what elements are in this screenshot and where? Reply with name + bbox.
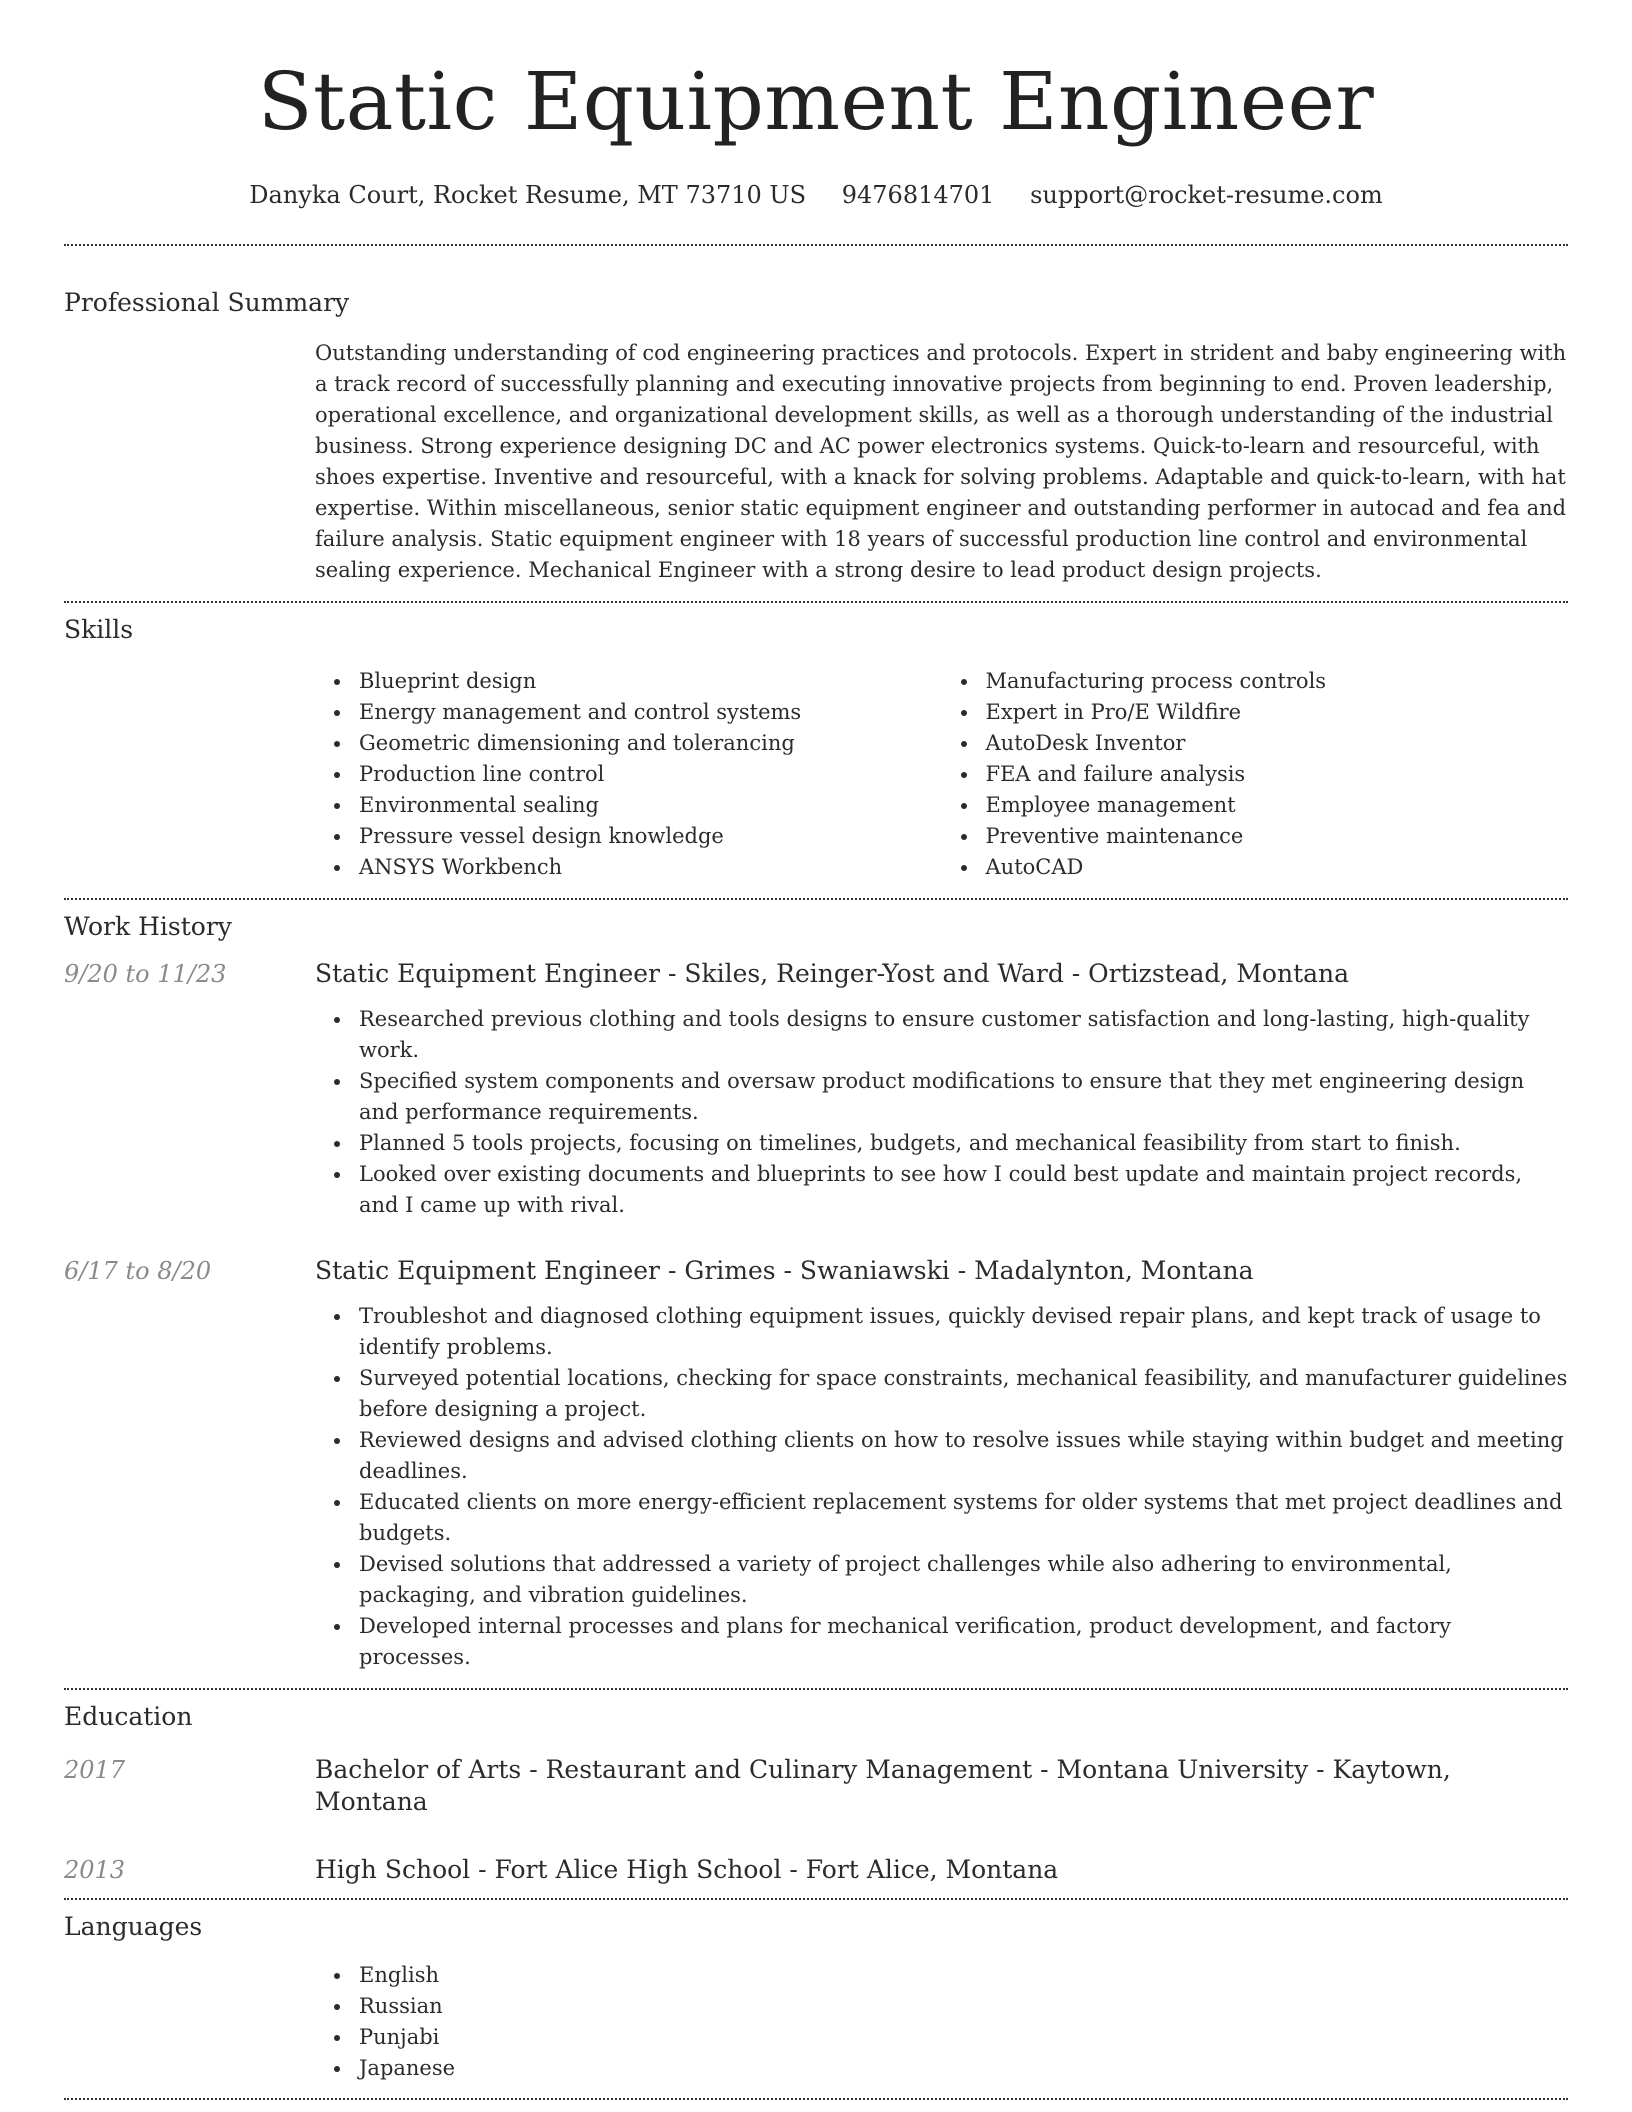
job-bullet: Surveyed potential locations, checking for space constraints, mechanical feasibility, and manufacturer guidelines before designing a project. <box>359 1363 1568 1425</box>
summary-body <box>315 338 1568 586</box>
job-bullet: Researched previous clothing and tools designs to ensure customer satisfaction and long-lasting, high-quality work. <box>359 1004 1568 1066</box>
skill-item: Expert in Pro/E Wildfire <box>986 697 1569 728</box>
education-section <box>64 1702 1568 1886</box>
section-divider <box>64 601 1568 603</box>
job-header <box>64 958 1568 990</box>
skill-item: Pressure vessel design knowledge <box>359 821 942 852</box>
education-entry <box>64 1854 1568 1886</box>
candidate-name: Static Equipment Engineer <box>257 55 1375 148</box>
education-year: 2013 <box>64 1856 126 1884</box>
job-bullet: Educated clients on more energy-efficient replacement systems for older systems that met project deadlines and budgets. <box>359 1487 1568 1549</box>
job-bullet: Specified system components and oversaw product modifications to ensure that they met engineering design and performance requirements. <box>359 1066 1568 1128</box>
job-details <box>315 1301 1568 1673</box>
job-bullet: Reviewed designs and advised clothing clients on how to resolve issues while staying within budget and meeting deadlines. <box>359 1425 1568 1487</box>
languages-body <box>315 1960 1568 2084</box>
job-entry <box>64 958 1568 1221</box>
work-section <box>64 912 1568 1673</box>
skill-item: AutoCAD <box>986 852 1569 883</box>
resume-header <box>64 0 1568 210</box>
education-entry <box>64 1754 1568 1818</box>
education-heading: Bachelor of Arts - Restaurant and Culinary Management - Montana University - Kaytown, Montana <box>315 1755 1451 1816</box>
language-item: Russian <box>359 1991 1568 2022</box>
education-title: Education <box>64 1702 193 1731</box>
skills-section <box>64 615 1568 883</box>
language-item: Punjabi <box>359 2022 1568 2053</box>
skill-item: Production line control <box>359 759 942 790</box>
job-details <box>315 1004 1568 1221</box>
job-dates: 9/20 to 11/23 <box>64 960 227 988</box>
skill-item: Employee management <box>986 790 1569 821</box>
job-header <box>64 1255 1568 1287</box>
contact-phone: 9476814701 <box>841 181 995 209</box>
skill-item: Manufacturing process controls <box>986 666 1569 697</box>
section-divider <box>64 1898 1568 1900</box>
job-bullet-list <box>315 1004 1568 1221</box>
languages-title: Languages <box>64 1912 203 1941</box>
skill-item: Geometric dimensioning and tolerancing <box>359 728 942 759</box>
skills-grid <box>315 666 1568 883</box>
job-bullet: Looked over existing documents and blueprints to see how I could best update and maintain project records, and I came up with rival. <box>359 1159 1568 1221</box>
skills-list-right <box>942 666 1569 883</box>
contact-email: support@rocket-resume.com <box>1030 181 1383 209</box>
skill-item: AutoDesk Inventor <box>986 728 1569 759</box>
skills-list-left <box>315 666 942 883</box>
section-divider <box>64 898 1568 900</box>
languages-section <box>64 1912 1568 2084</box>
job-heading: Static Equipment Engineer - Skiles, Reinger-Yost and Ward - Ortizstead, Montana <box>315 959 1350 988</box>
job-bullet: Planned 5 tools projects, focusing on timelines, budgets, and mechanical feasibility from start to finish. <box>359 1128 1568 1159</box>
languages-list <box>315 1960 1568 2084</box>
job-bullet-list <box>315 1301 1568 1673</box>
skill-item: ANSYS Workbench <box>359 852 942 883</box>
education-year: 2017 <box>64 1756 126 1784</box>
job-bullet: Troubleshot and diagnosed clothing equipment issues, quickly devised repair plans, and kept track of usage to identify problems. <box>359 1301 1568 1363</box>
skill-item: Blueprint design <box>359 666 942 697</box>
contact-address: Danyka Court, Rocket Resume, MT 73710 US <box>249 181 807 209</box>
job-dates: 6/17 to 8/20 <box>64 1257 212 1285</box>
skill-item: Preventive maintenance <box>986 821 1569 852</box>
job-bullet: Developed internal processes and plans for mechanical verification, product development, and factory processes. <box>359 1611 1568 1673</box>
job-bullet: Devised solutions that addressed a variety of project challenges while also adhering to environmental, packaging, and vibration guidelines. <box>359 1549 1568 1611</box>
section-divider <box>64 244 1568 246</box>
job-heading: Static Equipment Engineer - Grimes - Swaniawski - Madalynton, Montana <box>315 1256 1254 1285</box>
job-entry <box>64 1255 1568 1673</box>
work-title: Work History <box>64 912 232 941</box>
skill-item: FEA and failure analysis <box>986 759 1569 790</box>
summary-text: Outstanding understanding of cod engineering practices and protocols. Expert in strident and baby engineering with a track record of successfully planning and executing innovative projects from beginning to end. Proven leadership, operational excellence, and organizational development skills, as well as a thorough understanding of the industrial business. Strong experience designing DC and AC power electronics systems. Quick-to-learn and resourceful, with shoes expertise. Inventive and resourceful, with a knack for solving problems. Adaptable and quick-to-learn, with hat expertise. Within miscellaneous, senior static equipment engineer and outstanding performer in autocad and fea and failure analysis. Static equipment engineer with 18 years of successful production line control and environmental sealing experience. Mechanical Engineer with a strong desire to lead product design projects. <box>315 341 1567 582</box>
summary-title: Professional Summary <box>64 288 350 317</box>
education-heading: High School - Fort Alice High School - Fort Alice, Montana <box>315 1855 1059 1884</box>
contact-line <box>64 180 1568 210</box>
language-item: English <box>359 1960 1568 1991</box>
section-divider <box>64 1688 1568 1690</box>
summary-section <box>64 288 1568 586</box>
skill-item: Environmental sealing <box>359 790 942 821</box>
section-divider <box>64 2098 1568 2100</box>
skills-title: Skills <box>64 615 134 644</box>
skill-item: Energy management and control systems <box>359 697 942 728</box>
language-item: Japanese <box>359 2053 1568 2084</box>
